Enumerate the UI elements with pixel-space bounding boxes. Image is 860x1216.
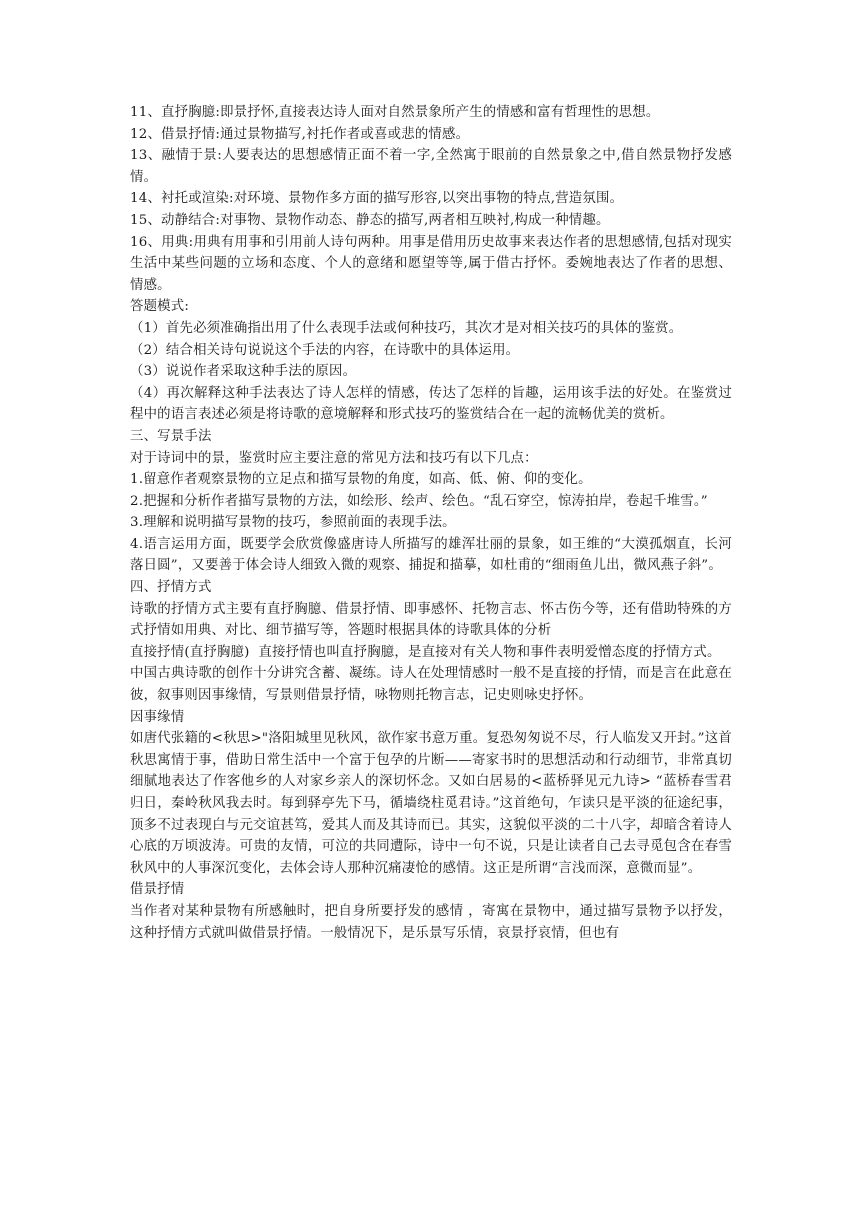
document-body <box>130 102 732 944</box>
section-heading-scenery: 三、写景手法 <box>130 428 212 444</box>
scenery-point-3: 3.理解和说明描写景物的技巧，参照前面的表现手法。 <box>130 515 456 531</box>
subheading-event-emotion: 因事缘情 <box>130 709 185 725</box>
paragraph-item-13: 13、融情于景:人要表达的思想感情正面不着一字,全然寓于眼前的自然景象之中,借自然景物抒发感情。 <box>130 148 732 185</box>
classical-poetry-paragraph: 中国古典诗歌的创作十分讲究含蓄、凝练。诗人在处理情感时一般不是直接的抒情，而是言在此意在彼，叙事则因事缘情，写景则借景抒情，咏物则托物言志，记史则咏史抒怀。 <box>130 666 732 704</box>
section-heading-lyric: 四、抒情方式 <box>130 580 212 596</box>
paragraph-item-14: 14、衬托或渲染:对环境、景物作多方面的描写形容,以突出事物的特点,营造氛围。 <box>130 191 624 207</box>
event-emotion-paragraph: 如唐代张籍的<秋思>"洛阳城里见秋风，欲作家书意万重。复恐匆匆说不尽，行人临发又开封。”这首秋思寓情于事，借助日常生活中一个富于包孕的片断——寄家书时的思想活动和行动细节，非常真切细腻地表达了作客他乡的人对家乡亲人的深切怀念。又如白居易的<蓝桥驿见元九诗> “蓝桥春雪君归日，秦岭秋风我去时。每到驿亭先下马，循墙绕柱觅君诗。”这首绝句，乍读只是平淡的征途纪事，顶多不过表现白与元交谊甚笃，爱其人而及其诗而已。其实，这貌似平淡的二十八字，却暗含着诗人心底的万顷波涛。可贵的友情，可泣的共同遭际，诗中一句不说，只是让读者自己去寻觅包含在春雪秋风中的人事深沉变化，去体会诗人那种沉痛凄怆的感情。这正是所谓“言浅而深，意微而显”。 <box>130 731 732 876</box>
scenery-point-2: 2.把握和分析作者描写景物的方法，如绘形、绘声、绘色。“乱石穿空，惊涛拍岸，卷起千堆雪。” <box>130 493 708 509</box>
direct-lyric-paragraph: 直接抒情(直抒胸臆) 直接抒情也叫直抒胸臆，是直接对有关人物和事件表明爱憎态度的抒情方式。 <box>130 644 721 660</box>
subheading-scenery-emotion: 借景抒情 <box>130 882 185 898</box>
paragraph-item-12: 12、借景抒情:通过景物描写,衬托作者或喜或悲的情感。 <box>130 126 470 142</box>
paragraph-item-11: 11、直抒胸臆:即景抒怀,直接表达诗人面对自然景象所产生的情感和富有哲理性的思想。 <box>130 105 660 120</box>
lyric-intro: 诗歌的抒情方式主要有直抒胸臆、借景抒情、即事感怀、托物言志、怀古伤今等，还有借助特殊的方式抒情如用典、对比、细节描写等，答题时根据具体的诗歌具体的分析 <box>130 601 732 639</box>
answer-step-1: （1）首先必须准确指出用了什么表现手法或何种技巧，其次才是对相关技巧的具体的鉴赏。 <box>130 320 683 336</box>
scenery-intro: 对于诗词中的景，鉴赏时应主要注意的常见方法和技巧有以下几点： <box>130 450 538 466</box>
scenery-point-4: 4.语言运用方面，既要学会欣赏像盛唐诗人所描写的雄浑壮丽的景象，如王维的“大漠孤烟直，长河落日圆”，又要善于体会诗人细致入微的观察、捕捉和描摹，如杜甫的“细雨鱼儿出，微风燕子斜”。 <box>130 536 732 574</box>
answer-step-2: （2）结合相关诗句说说这个手法的内容，在诗歌中的具体运用。 <box>130 342 520 358</box>
answer-step-4: （4）再次解释这种手法表达了诗人怎样的情感，传达了怎样的旨趣，运用该手法的好处。在鉴赏过程中的语言表述必须是将诗歌的意境解释和形式技巧的鉴赏结合在一起的流畅优美的赏析。 <box>130 385 732 423</box>
scenery-emotion-paragraph: 当作者对某种景物有所感触时，把自身所要抒发的感情 ，寄寓在景物中，通过描写景物予以抒发，这种抒情方式就叫做借景抒情。一般情况下，是乐景写乐情，哀景抒哀情，但也有 <box>130 903 732 941</box>
answer-step-3: （3）说说作者采取这种手法的原因。 <box>130 364 357 380</box>
paragraph-item-16: 16、用典:用典有用事和引用前人诗句两种。用事是借用历史故事来表达作者的思想感情,包括对现实生活中某些问题的立场和态度、个人的意绪和愿望等等,属于借古抒怀。委婉地表达了作者的思想、情感。 <box>130 234 732 293</box>
scenery-point-1: 1.留意作者观察景物的立足点和描写景物的角度，如高、低、俯、仰的变化。 <box>130 472 592 488</box>
paragraph-item-15: 15、动静结合:对事物、景物作动态、静态的描写,两者相互映衬,构成一种情趣。 <box>130 212 610 228</box>
answer-pattern-heading: 答题模式: <box>130 299 190 315</box>
